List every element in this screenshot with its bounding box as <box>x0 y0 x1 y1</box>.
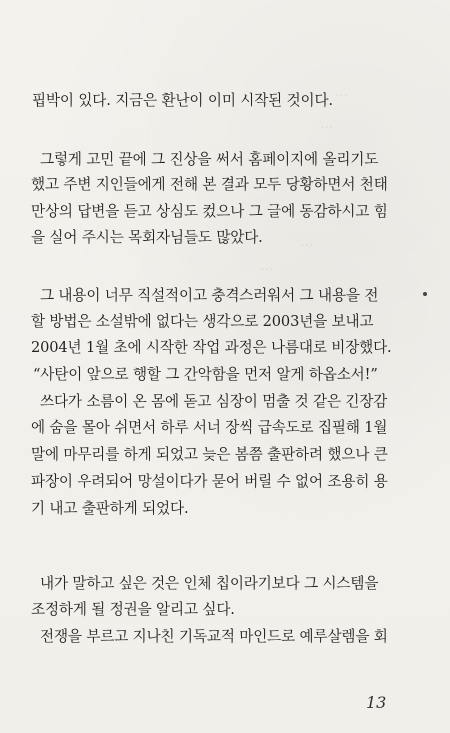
body-line: 내가 말하고 싶은 것은 인체 칩이라기보다 그 시스템을 <box>40 575 379 592</box>
bleed-through-text: ··· <box>300 238 314 254</box>
body-line: 핍박이 있다. 지금은 환난이 이미 시작된 것이다. <box>32 92 333 109</box>
body-line: 했고 주변 지인들에게 전해 본 결과 모두 당황하면서 천태 <box>31 176 388 193</box>
body-line: “사탄이 앞으로 행할 그 간악함을 먼저 알게 하옵소서!” <box>33 366 378 383</box>
body-line: 만상의 답변을 듣고 상심도 컸으나 그 글에 동감하시고 힘 <box>31 203 388 220</box>
body-line: 그 내용이 너무 직설적이고 충격스러워서 그 내용을 전 <box>40 287 379 304</box>
body-line: 말에 마무리를 하게 되었고 늦은 봄쯤 출판하려 했으나 큰 <box>31 446 388 463</box>
body-line: 할 방법은 소설밖에 없다는 생각으로 2003년을 보내고 <box>31 313 374 330</box>
body-line: 전쟁을 부르고 지나친 기독교적 마인드로 예루살렘을 회 <box>40 628 388 645</box>
body-line: 을 실어 주시는 목회자님들도 많았다. <box>31 229 263 246</box>
body-line: 쓰다가 소름이 온 몸에 돋고 심장이 멈출 것 같은 긴장감 <box>40 393 388 410</box>
body-line: 그렇게 고민 끝에 그 진상을 써서 홈페이지에 올리기도 <box>40 151 379 168</box>
bleed-through-text: ··· <box>260 262 274 278</box>
body-line: 에 숨을 몰아 쉬면서 하루 서너 장씩 급속도로 집필해 1월 <box>31 419 388 436</box>
body-line: 기 내고 출판하게 되었다. <box>31 500 189 517</box>
body-line: 2004년 1월 초에 시작한 작업 과정은 나름대로 비장했다. <box>31 339 392 356</box>
page-number: 13 <box>366 693 387 712</box>
body-line: 조정하게 될 정권을 알리고 싶다. <box>31 601 235 618</box>
margin-dot <box>423 292 427 296</box>
bleed-through-text: ··· <box>335 88 349 104</box>
bleed-through-text: ··· <box>320 120 334 136</box>
body-line: 파장이 우려되어 망설이다가 묻어 버릴 수 없어 조용히 용 <box>31 473 388 490</box>
